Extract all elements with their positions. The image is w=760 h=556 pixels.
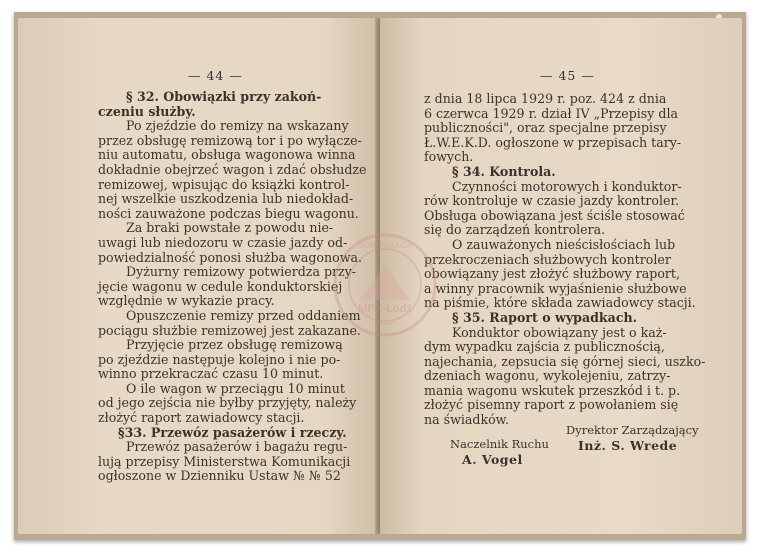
text-line: remizowej, wpisując do książki kontrol-	[98, 176, 350, 192]
text-line: od jego zejścia nie byłby przyjęty, należy	[98, 395, 357, 411]
text-line: § 32. Obowiązki przy zakoń-	[126, 89, 322, 104]
text-line: po zjeździe następuje kolejno i nie po-	[98, 351, 341, 367]
text-line: Ł.W.E.K.D. ogłoszone w przepisach tary-	[424, 134, 682, 150]
stamp-bottom-text: MPK-Łódź	[358, 303, 412, 315]
signature-title: Dyrektor Zarządzający	[566, 423, 699, 437]
text-line: 6 czerwca 1929 r. dział IV „Przepisy dla	[424, 105, 678, 121]
left-page	[18, 18, 378, 534]
text-line: O zauważonych nieścisłościach lub	[452, 236, 676, 252]
text-line: Czynności motorowych i konduktor-	[452, 178, 682, 194]
section-heading: § 34. Kontrola.	[452, 163, 556, 179]
text-line: lują przepisy Ministerstwa Komunikacji	[98, 453, 351, 469]
text-line: Po zjeździe do remizy na wskazany	[126, 118, 349, 134]
text-line: na piśmie, które składa zawiadowcy stacji.	[424, 295, 696, 311]
text-line: Dyżurny remizowy potwierdza przy-	[126, 264, 357, 280]
text-line: Obsługa obowiązana jest ściśle stosować	[424, 207, 685, 223]
text-line: mania wagonu wskutek przeszkód i t. p.	[424, 382, 681, 398]
text-line: z dnia 18 lipca 1929 r. poz. 424 z dnia	[424, 91, 667, 106]
text-line: fowych.	[424, 149, 474, 165]
text-line: niu automatu, obsługa wagonowa winna	[98, 147, 356, 163]
text-line: a winny pracownik wyjaśnienie służbowe	[424, 280, 687, 296]
signature-block-right	[566, 422, 699, 454]
text-line: ności zauważone podczas biegu wagonu.	[98, 205, 359, 221]
signature-name: Inż. S. Wrede	[578, 438, 678, 453]
page-number: — 44 —	[188, 68, 243, 83]
signature-block-left	[450, 436, 549, 468]
text-line: przekroczeniach służbowych kontroler	[424, 251, 671, 267]
section-heading: § 35. Raport o wypadkach.	[452, 309, 638, 325]
text-line: Za braki powstałe z powodu nie-	[126, 220, 334, 236]
page-number: — 45 —	[540, 68, 595, 83]
text-line: nej wszelkie uszkodzenia lub niedokład-	[98, 191, 354, 207]
right-page-text	[424, 91, 706, 428]
stamp-top-text: KOMUNIKACJI	[357, 241, 413, 250]
text-line: czeniu służby.	[98, 103, 196, 119]
text-line: winno przekraczać czasu 10 minut.	[98, 366, 324, 382]
text-line: się do zarządzeń kontrolera.	[424, 222, 606, 238]
text-line: pociągu służbie remizowej jest zakazane.	[98, 322, 361, 338]
text-line: Przyjęcie przez obsługę remizową	[126, 337, 343, 353]
text-line: przez obsługę remizową tor i po wyłącze-	[98, 132, 362, 148]
text-line: dzeniach wagonu, wykolejeniu, zatrzy-	[424, 368, 671, 384]
signature-title: Naczelnik Ruchu	[450, 437, 549, 451]
text-line: powiedzialność ponosi służba wagonowa.	[98, 249, 362, 265]
text-line: rów kontroluje w czasie jazdy kontroler.	[424, 193, 680, 209]
text-line: najechania, zepsucia się górnej sieci, uszko-	[424, 353, 706, 369]
text-line: jęcie wagonu w cedule konduktorskiej	[98, 278, 343, 294]
text-line: Opuszczenie remizy przed oddaniem	[126, 307, 361, 323]
text-line: złożyć pisemny raport z powołaniem się	[424, 397, 679, 413]
signature-name: A. Vogel	[462, 452, 523, 467]
stamp-small-text: KŁUB	[377, 321, 393, 327]
library-stamp	[330, 230, 440, 340]
text-line: dym wypadku zajścia z publicznością,	[424, 339, 665, 355]
stamp-emblem	[360, 265, 410, 300]
text-line: §33. Przewóz pasażerów i rzeczy.	[118, 424, 347, 440]
text-line: O ile wagon w przeciągu 10 minut	[126, 380, 345, 396]
left-page-text	[98, 90, 368, 484]
text-line: ogłoszone w Dzienniku Ustaw № № 52	[98, 468, 341, 484]
text-line: dokładnie obejrzeć wagon i zdać obsłudze	[98, 161, 367, 177]
text-line: obowiązany jest złożyć służbowy raport,	[424, 266, 680, 282]
text-line: Przewóz pasażerów i bagażu regu-	[126, 439, 348, 455]
text-line: uwagi lub niedozoru w czasie jazdy od-	[98, 234, 348, 250]
text-line: publiczności", oraz specjalne przepisy	[424, 120, 667, 136]
text-line: złożyć raport zawiadowcy stacji.	[98, 410, 305, 426]
text-line: Konduktor obowiązany jest o każ-	[452, 324, 667, 340]
text-line: względnie w wykazie pracy.	[98, 293, 275, 309]
text-line: na świadków.	[424, 412, 509, 428]
